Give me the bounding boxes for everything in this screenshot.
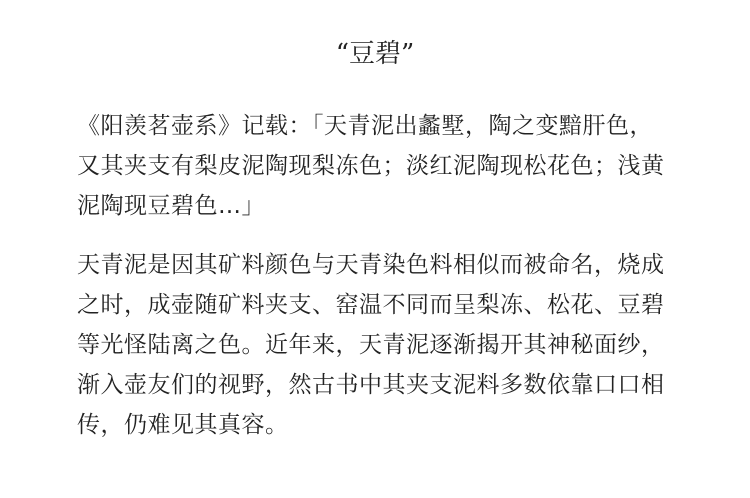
text-line: 天青泥是因其矿料颜色与天青染色料相似而被命名，烧成: [77, 252, 665, 278]
text-line: 等光怪陆离之色。近年来，天青泥逐渐揭开其神秘面纱，: [77, 332, 665, 358]
text-line: 传，仍难见其真容。: [77, 412, 289, 438]
text-line: 泥陶现豆碧色…」: [77, 193, 265, 219]
article-title: “豆碧”: [335, 39, 415, 69]
text-line: 之时，成壶随矿料夹支、窑温不同而呈梨冻、松花、豆碧: [77, 292, 665, 318]
body-paragraph: [77, 245, 677, 445]
text-line: 《阳羡茗壶系》记载：「天青泥出蠡墅，陶之变黯肝色，: [77, 113, 653, 139]
text-line: 渐入壶友们的视野，然古书中其夹支泥料多数依靠口口相: [77, 372, 665, 398]
text-line: 又其夹支有梨皮泥陶现梨冻色；淡红泥陶现松花色；浅黄: [77, 153, 665, 179]
quote-paragraph: [77, 106, 677, 226]
